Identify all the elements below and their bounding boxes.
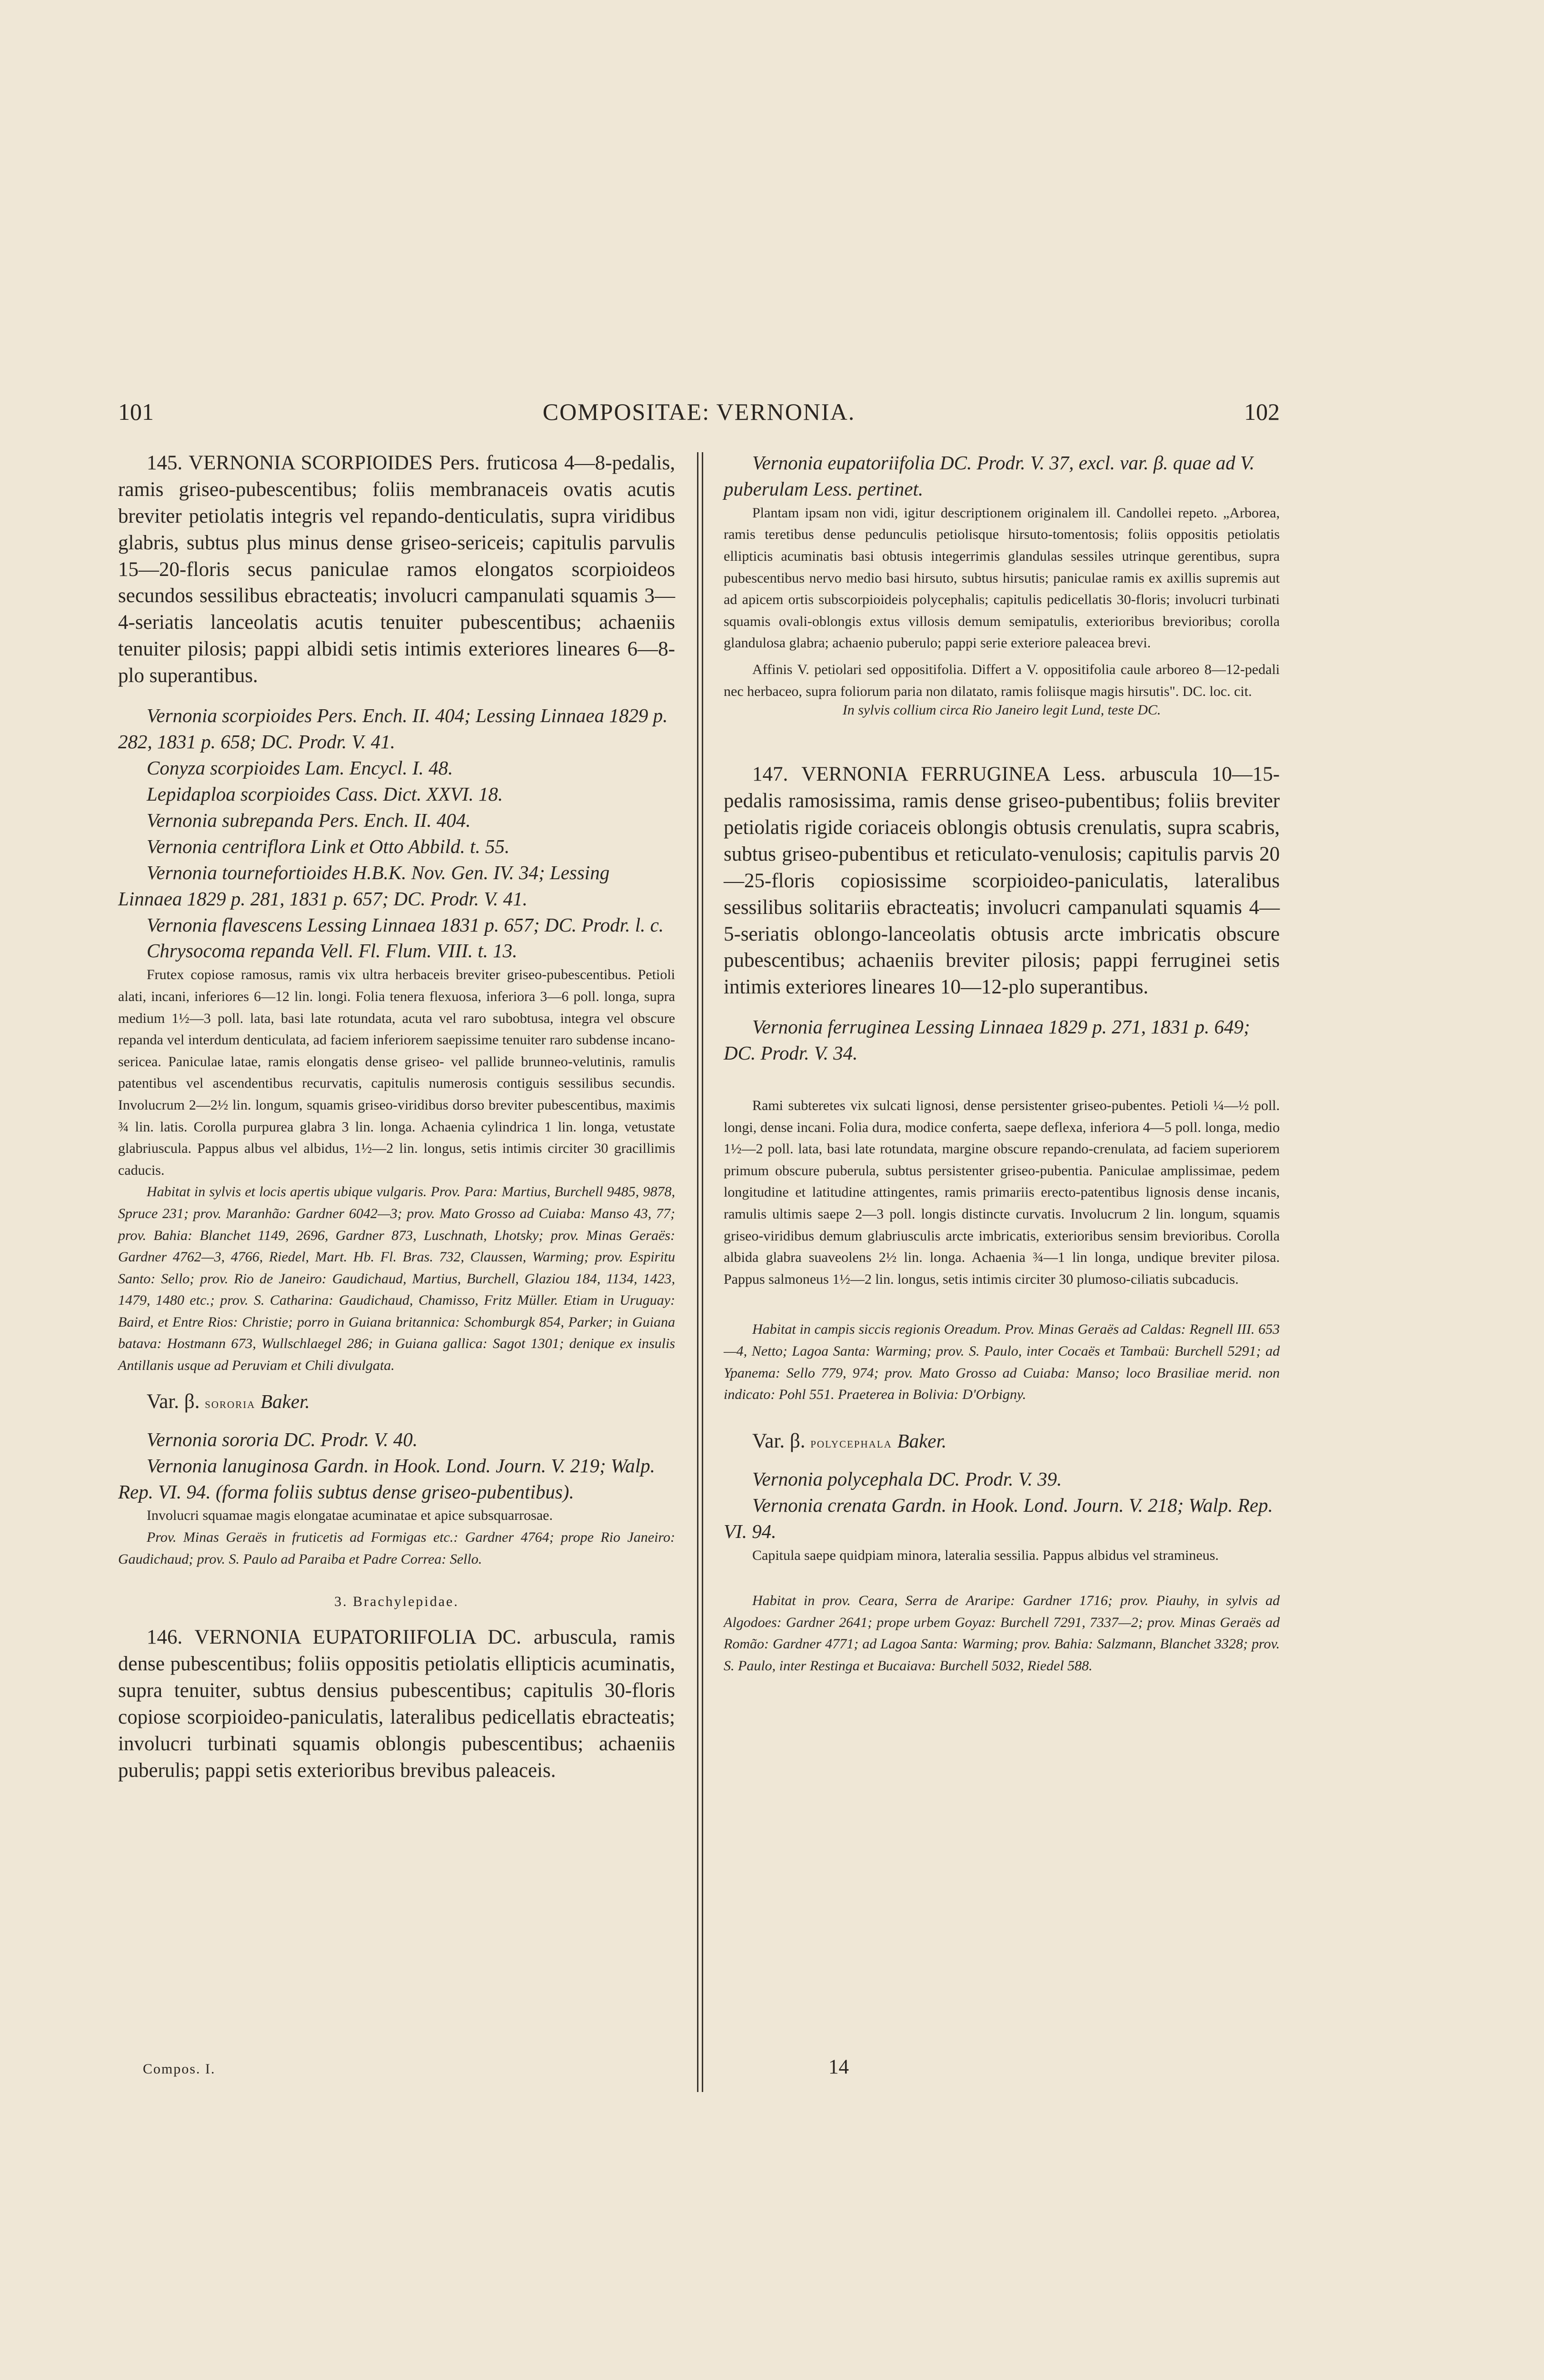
entry-146-synonyms	[724, 450, 1280, 502]
entry-146-habitat: In sylvis collium circa Rio Janeiro legit Lund, teste DC.	[842, 702, 1161, 718]
entry-146	[118, 1624, 675, 1784]
variety-habitat: Habitat in prov. Ceara, Serra de Araripe: Gardner 1716; prov. Piauhy, in sylvis ad Algodoes: Gardner 2641; prope urbem Goyaz: Burchell 7291, 7337—2; prov. Minas Geraës ad Romão: Gardner 4771; ad Lagoa Santa: Warming; prov. Bahia: Salzmann, Blanchet 3328; prov. S. Paulo, inter Restinga et Bucaiava: Burchell 5032, Riedel 588.	[724, 1593, 1280, 1674]
variety-heading	[147, 1390, 675, 1413]
column-divider	[697, 452, 698, 2092]
synonym: Chrysocoma repanda Vell. Fl. Flum. VIII. t. 13.	[147, 940, 518, 962]
sheet-number: 14	[828, 2056, 849, 2078]
synonym: Vernonia centriflora Link et Otto Abbild. t. 55.	[147, 835, 510, 857]
variety-author: Baker.	[260, 1390, 310, 1412]
synonym: Vernonia tournefortioides H.B.K. Nov. Gen. IV. 34; Lessing Linnaea 1829 p. 281, 1831 p. 657; DC. Prodr. V. 41.	[118, 861, 610, 910]
entry-145-synonyms	[118, 703, 675, 964]
entry-145	[118, 450, 675, 1570]
synonym: Vernonia lanuginosa Gardn. in Hook. Lond. Journ. V. 219; Walp. Rep. VI. 94. (forma foliis subtus dense griseo-pubentibus).	[118, 1454, 655, 1503]
synonym: Conyza scorpioides Lam. Encycl. I. 48.	[147, 756, 453, 779]
variety-author: Baker.	[897, 1429, 947, 1452]
entry-147-habitat: Habitat in campis siccis regionis Oreadum. Prov. Minas Geraës ad Caldas: Regnell III. 653—4, Netto; Lagoa Santa: Warming; prov. S. Paulo, inter Cocaës et Tambaü: Burchell 5291; ad Ypanema: Sello 779, 974; prov. Mato Grosso ad Cuiaba: Manso; loco Brasiliae merid. non indicato: Pohl 551. Praeterea in Bolivia: D'Orbigny.	[724, 1321, 1280, 1403]
variety-number: Var. β.	[752, 1429, 806, 1452]
synonym: Vernonia flavescens Lessing Linnaea 1831 p. 657; DC. Prodr. l. c.	[147, 913, 664, 936]
section-heading: 3. Brachylepidae.	[334, 1594, 459, 1610]
entry-146-note: Affinis V. petiolari sed oppositifolia. Differt a V. oppositifolia caule arboreo 8—12-pedali nec herbaceo, supra foliorum paria non dilatato, ramis foliisque magis hirsutis". DC. loc. cit.	[724, 662, 1280, 699]
page-number-right: 102	[1244, 398, 1280, 425]
entry-145-diagnosis: 145. VERNONIA SCORPIOIDES Pers. fruticosa 4—8-pedalis, ramis griseo-pubescentibus; foliis membranaceis ovatis acutis breviter petiolatis integris vel repando-denticulatis, supra viridibus glabris, subtus plus minus dense griseo-sericeis; capitulis parvulis 15—20-floris secus paniculae ramos elongatos scorpioideos secundos sessilibus ebracteatis; involucri campanulati squamis 3—4-seriatis lanceolatis acutis tenuiter pubescentibus; achaeniis tenuiter pilosis; pappi albidi setis intimis exteriores lineares 6—8-plo superantibus.	[118, 452, 675, 687]
entry-146-continued	[724, 450, 1280, 718]
synonym: Vernonia sororia DC. Prodr. V. 40.	[147, 1428, 418, 1450]
entry-147-synonyms	[724, 1014, 1280, 1066]
signature-mark: Compos. I.	[143, 2061, 216, 2077]
variety-description: Involucri squamae magis elongatae acuminatae et apice subsquarrosae.	[147, 1507, 553, 1524]
synonym: Vernonia crenata Gardn. in Hook. Lond. Journ. V. 218; Walp. Rep. VI. 94.	[724, 1494, 1273, 1542]
synonym: Vernonia scorpioides Pers. Ench. II. 404; Lessing Linnaea 1829 p. 282, 1831 p. 658; DC. Prodr. V. 41.	[118, 704, 668, 753]
variety-description: Capitula saepe quidpiam minora, lateralia sessilia. Pappus albidus vel stramineus.	[752, 1547, 1219, 1563]
variety-synonyms	[118, 1427, 675, 1505]
synonym: Lepidaploa scorpioides Cass. Dict. XXVI. 18.	[147, 783, 503, 805]
left-column	[118, 450, 675, 1784]
entry-146-diagnosis: 146. VERNONIA EUPATORIIFOLIA DC. arbuscula, ramis dense pubescentibus; foliis oppositis petiolatis ellipticis acuminatis, supra tenuiter, subtus densius pubescentibus; capitulis 30-floris copiose scorpioideo-paniculatis, lateralibus pedicellatis ebracteatis; involucri turbinati squamis oblongis pubescentibus; achaeniis puberulis; pappi setis exterioribus brevibus paleaceis.	[118, 1626, 675, 1782]
variety-name: sororia	[205, 1395, 256, 1411]
page-number-left: 101	[118, 398, 154, 425]
synonym: Vernonia eupatoriifolia DC. Prodr. V. 37, excl. var. β. quae ad V. puberulam Less. pertinet.	[724, 452, 1255, 500]
variety-name: polycephala	[810, 1435, 892, 1451]
variety-habitat: Prov. Minas Geraës in fruticetis ad Formigas etc.: Gardner 4764; prope Rio Janeiro: Gaudichaud; prov. S. Paulo ad Paraiba et Padre Correa: Sello.	[118, 1529, 675, 1567]
synonym: Vernonia ferruginea Lessing Linnaea 1829 p. 271, 1831 p. 649; DC. Prodr. V. 34.	[724, 1016, 1250, 1064]
variety-heading	[752, 1429, 1280, 1453]
spacer	[724, 718, 1280, 761]
right-column	[724, 450, 1280, 1677]
variety-number: Var. β.	[147, 1390, 200, 1413]
synonym: Vernonia polycephala DC. Prodr. V. 39.	[752, 1468, 1062, 1490]
synonym: Vernonia subrepanda Pers. Ench. II. 404.	[147, 809, 471, 831]
running-title: COMPOSITAE: VERNONIA.	[542, 398, 856, 425]
variety-synonyms	[724, 1466, 1280, 1545]
page-header	[118, 398, 1280, 431]
entry-147-diagnosis: 147. VERNONIA FERRUGINEA Less. arbuscula 10—15-pedalis ramosissima, ramis dense griseo-pubentibus; foliis breviter petiolatis rigide coriaceis oblongis obtusis crenulatis, supra scabris, subtus griseo-pubentibus et reticulato-venulosis; capitulis parvis 20—25-floris copiosissime scorpioideo-paniculatis, lateralibus sessilibus solitariis ebracteatis; involucri campanulati squamis 4—5-seriatis oblongo-lanceolatis obtusis arcte imbricatis obscure pubescentibus; achaeniis breviter pilosis; pappi ferruginei setis intimis exteriores lineares 10—12-plo superantibus.	[724, 763, 1280, 999]
entry-145-description: Frutex copiose ramosus, ramis vix ultra herbaceis breviter griseo-pubescentibus. Petioli alati, incani, inferiores 6—12 lin. longi. Folia tenera flexuosa, inferiora 3—6 poll. longa, supra medium 1½—3 poll. lata, basi late rotundata, acuta vel raro subobtusa, integra vel obscure repanda vel interdum denticulata, ad faciem inferiorem saepissime tenuiter raro subdense incano-sericea. Paniculae latae, ramis elongatis dense griseo- vel pallide brunneo-velutinis, ramulis patentibus vel ascendentibus recurvatis, capitulis numerosis contiguis sessilibus secundis. Involucrum 2—2½ lin. longum, squamis griseo-viridibus dorso breviter pubescentibus, maximis ¾ lin. latis. Corolla purpurea glabra 3 lin. longa. Achaenia cylindrica 1 lin. longa, vetustate glabriuscula. Pappus albus vel albidus, 1½—2 lin. longus, setis intimis circiter 30 gracillimis caducis.	[118, 967, 675, 1178]
entry-146-description: Plantam ipsam non vidi, igitur descriptionem originalem ill. Candollei repeto. „Arborea, ramis teretibus dense pedunculis petiolisque hirsuto-tomentosis; foliis oppositis petiolatis ellipticis acuminatis basi obtusis integerrimis glandulas sessiles utrinque gerentibus, supra pubescentibus nervo medio basi hirsuto, subtus hirsutis; paniculae ramis ex axillis supremis aut ad apicem ortis subscorpioideis polycephalis; capitulis pedicellatis 30-floris; involucri turbinati squamis ovali-oblongis extus villosis demum semipatulis, exterioribus brevioribus; corolla glandulosa glabra; achaenio puberulo; pappi serie exteriore paleacea brevi.	[724, 505, 1280, 651]
entry-145-habitat: Habitat in sylvis et locis apertis ubique vulgaris. Prov. Para: Martius, Burchell 9485, 9878, Spruce 231; prov. Maranhão: Gardner 6042—3; prov. Mato Grosso ad Cuiaba: Manso 43, 77; prov. Bahia: Blanchet 1149, 2696, Gardner 873, Luschnath, Lhotsky; prov. Minas Geraës: Gardner 4762—3, 4766, Riedel, Mart. Hb. Fl. Bras. 732, Claussen, Warming; prov. Espiritu Santo: Sello; prov. Rio de Janeiro: Gaudichaud, Martius, Burchell, Glaziou 184, 1134, 1423, 1479, 1480 etc.; prov. S. Catharina: Gaudichaud, Chamisso, Fritz Müller. Etiam in Uruguay: Baird, et Entre Rios: Christie; porro in Guiana britannica: Schomburgk 854, Parker; in Guiana batava: Hostmann 673, Wullschlaegel 286; in Guiana gallica: Sagot 1301; denique ex insulis Antillanis usque ad Peruviam et Chili divulgata.	[118, 1184, 675, 1374]
entry-147	[724, 761, 1280, 1676]
entry-147-description: Rami subteretes vix sulcati lignosi, dense persistenter griseo-pubentes. Petioli ¼—½ poll. longi, dense incani. Folia dura, modice conferta, saepe deflexa, inferiora 4—5 poll. longa, medio 1½—2 poll. lata, basi late rotundata, margine obscure repando-crenulata, ad faciem superiorem primum obscure puberula, subtus persistenter griseo-pubentia. Paniculae amplissimae, pedem longitudine et latitudine attingentes, ramis primariis erecto-patentibus lignosis dense incanis, ramulis ultimis saepe 2—3 poll. longis distincte curvatis. Involucrum 2 lin. longum, squamis griseo-viridibus demum glabriusculis arcte imbricatis, exterioribus sensim brevioribus. Corolla albida glabra suaveolens 2½ lin. longa. Achaenia ¾—1 lin longa, undique breviter pilosa. Pappus salmoneus 1½—2 lin. longus, setis intimis circiter 30 plumoso-ciliatis subcaducis.	[724, 1098, 1280, 1287]
